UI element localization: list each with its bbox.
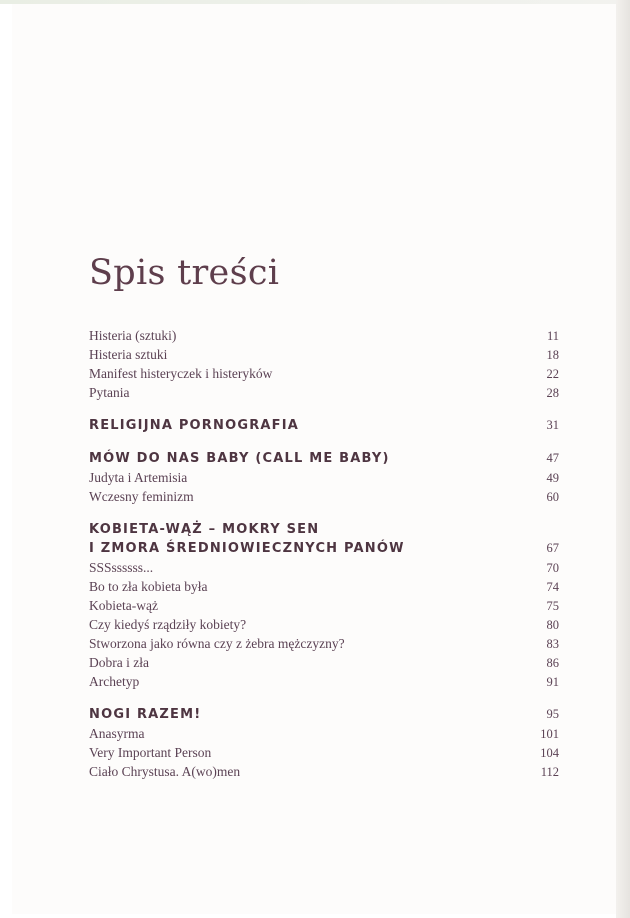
toc-section-title: MÓW DO NAS BABY (CALL ME BABY) (89, 451, 390, 466)
toc-entry-page: 112 (540, 765, 559, 779)
toc-entry (89, 636, 559, 655)
toc-entry-title: Very Important Person (89, 745, 212, 760)
toc-section-title: NOGI RAZEM! (89, 707, 202, 722)
toc-section-heading (89, 707, 559, 726)
toc-entry-title: Wczesny feminizm (89, 489, 194, 504)
toc-entry (89, 328, 559, 347)
toc-entry-page: 18 (546, 348, 559, 362)
toc-entry-page: 28 (546, 386, 559, 400)
toc-section-heading (89, 541, 559, 560)
toc-entry-page: 101 (540, 727, 559, 741)
toc-entry-page: 86 (546, 656, 559, 670)
toc-entry (89, 470, 559, 489)
toc-entry-title: Manifest histeryczek i histeryków (89, 366, 273, 381)
toc-entry (89, 366, 559, 385)
toc-entry (89, 726, 559, 745)
toc-section-page: 67 (546, 541, 559, 555)
toc-entry (89, 745, 559, 764)
toc-entry-title: Stworzona jako równa czy z żebra mężczyzny? (89, 636, 345, 651)
toc-entry-title: Czy kiedyś rządziły kobiety? (89, 617, 247, 632)
toc-entry (89, 674, 559, 693)
toc-section-title: KOBIETA-WĄŻ – MOKRY SEN (89, 522, 320, 537)
toc-group-religijna (89, 418, 559, 437)
toc-entry-page: 22 (546, 367, 559, 381)
toc-entry-title: Kobieta-wąż (89, 598, 158, 613)
toc-entry-page: 75 (546, 599, 559, 613)
toc-section-heading (89, 451, 559, 470)
toc-group-baby (89, 451, 559, 508)
toc-group-intro (89, 328, 559, 404)
toc-entry-page: 83 (546, 637, 559, 651)
page-title: Spis treści (89, 253, 280, 293)
toc-section-heading-line1 (89, 522, 559, 541)
toc-section-heading (89, 418, 559, 437)
toc-entry-page: 91 (546, 675, 559, 689)
toc-entry (89, 598, 559, 617)
toc-entry (89, 560, 559, 579)
toc-section-page: 31 (546, 418, 559, 432)
toc-entry (89, 347, 559, 366)
toc-entry-title: Anasyrma (89, 726, 145, 741)
toc-entry-page: 60 (546, 490, 559, 504)
toc-entry-title: Bo to zła kobieta była (89, 579, 208, 594)
toc-section-title: I ZMORA ŚREDNIOWIECZNYCH PANÓW (89, 541, 405, 556)
toc-section-page: 95 (546, 707, 559, 721)
toc-entry-page: 74 (546, 580, 559, 594)
toc-entry-title: Histeria sztuki (89, 347, 168, 362)
toc-entry-page: 11 (546, 329, 559, 343)
toc-entry-title: Judyta i Artemisia (89, 470, 188, 485)
toc-entry-page: 80 (546, 618, 559, 632)
toc-section-title: RELIGIJNA PORNOGRAFIA (89, 418, 300, 433)
toc-entry-title: Archetyp (89, 674, 140, 689)
toc-entry-title: Ciało Chrystusa. A(wo)men (89, 764, 241, 779)
toc-entry (89, 764, 559, 783)
toc-entry-title: Histeria (sztuki) (89, 328, 177, 343)
toc-entry (89, 489, 559, 508)
toc-entry (89, 385, 559, 404)
toc-entry (89, 617, 559, 636)
toc-section-page: 47 (546, 451, 559, 465)
toc-entry (89, 655, 559, 674)
toc-entry-title: SSSssssss... (89, 560, 154, 575)
toc-entry (89, 579, 559, 598)
page-right-edge (616, 0, 630, 918)
toc-group-nogi-razem (89, 707, 559, 783)
toc-entry-page: 49 (546, 471, 559, 485)
toc-entry-page: 70 (546, 561, 559, 575)
toc-entry-page: 104 (540, 746, 559, 760)
toc-group-kobieta-waz (89, 522, 559, 693)
toc-entry-title: Dobra i zła (89, 655, 149, 670)
toc-entry-title: Pytania (89, 385, 130, 400)
table-of-contents (89, 328, 559, 797)
